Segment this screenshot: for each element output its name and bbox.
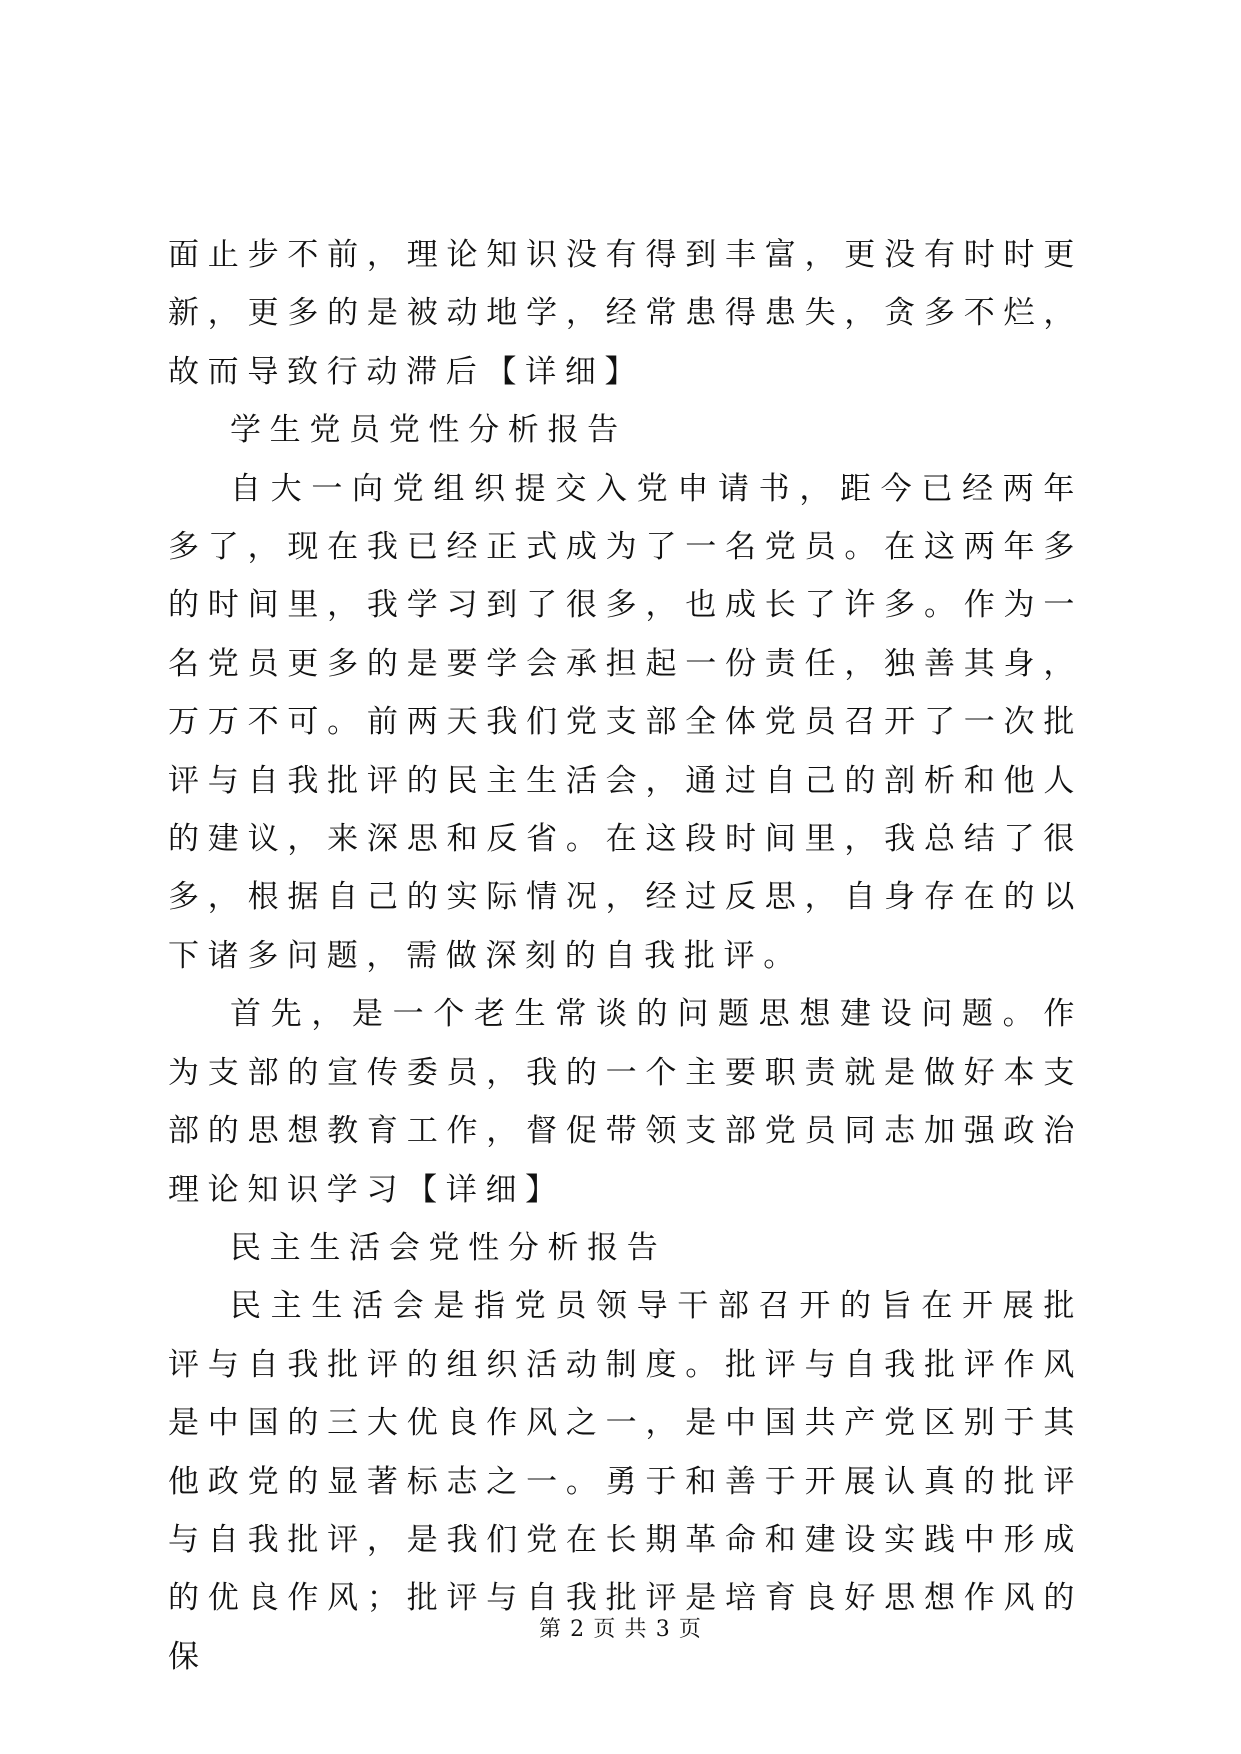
detail-link[interactable]: 【详细】 bbox=[406, 1171, 565, 1208]
paragraph-text: 首先，是一个老生常谈的问题思想建设问题。作为支部的宣传委员，我的一个主要职责就是做好本支部的思想教育工作，督促带领支部党员同志加强政治理论知识学习 bbox=[168, 996, 1083, 1208]
section-heading-student-party-member: 学生党员党性分析报告 bbox=[230, 412, 627, 449]
paragraph-body: 自大一向党组织提交入党申请书，距今已经两年多了，现在我已经正式成为了一名党员。在这两年多的时间里，我学习到了很多，也成长了许多。作为一名党员更多的是要学会承担起一份责任，独善其身，万万不可。前两天我们党支部全体党员召开了一次批评与自我批评的民主生活会，通过自己的剖析和他人的建议，来深思和反省。在这段时间里，我总结了很多，根据自己的实际情况，经过反思，自身存在的以下诸多问题，需做深刻的自我批评。 bbox=[168, 470, 1083, 974]
paragraph-first-ideology bbox=[168, 985, 1083, 1219]
section-heading-democratic-life: 民主生活会党性分析报告 bbox=[230, 1229, 667, 1266]
paragraph-text: 面止步不前，理论知识没有得到丰富，更没有时时更新，更多的是被动地学，经常患得患失，贪多不烂，故而导致行动滞后 bbox=[168, 237, 1083, 390]
detail-link[interactable]: 【详细】 bbox=[485, 353, 645, 390]
document-body bbox=[168, 226, 1083, 1686]
page-footer: 第 2 页 共 3 页 bbox=[538, 1617, 703, 1642]
paragraph-continued bbox=[168, 226, 1083, 401]
paragraph-body: 民主生活会是指党员领导干部召开的旨在开展批评与自我批评的组织活动制度。批评与自我批评作风是中国的三大优良作风之一，是中国共产党区别于其他政党的显著标志之一。勇于和善于开展认真的批评与自我批评，是我们党在长期革命和建设实践中形成的优良作风；批评与自我批评是培育良好思想作风的保 bbox=[168, 1288, 1083, 1675]
